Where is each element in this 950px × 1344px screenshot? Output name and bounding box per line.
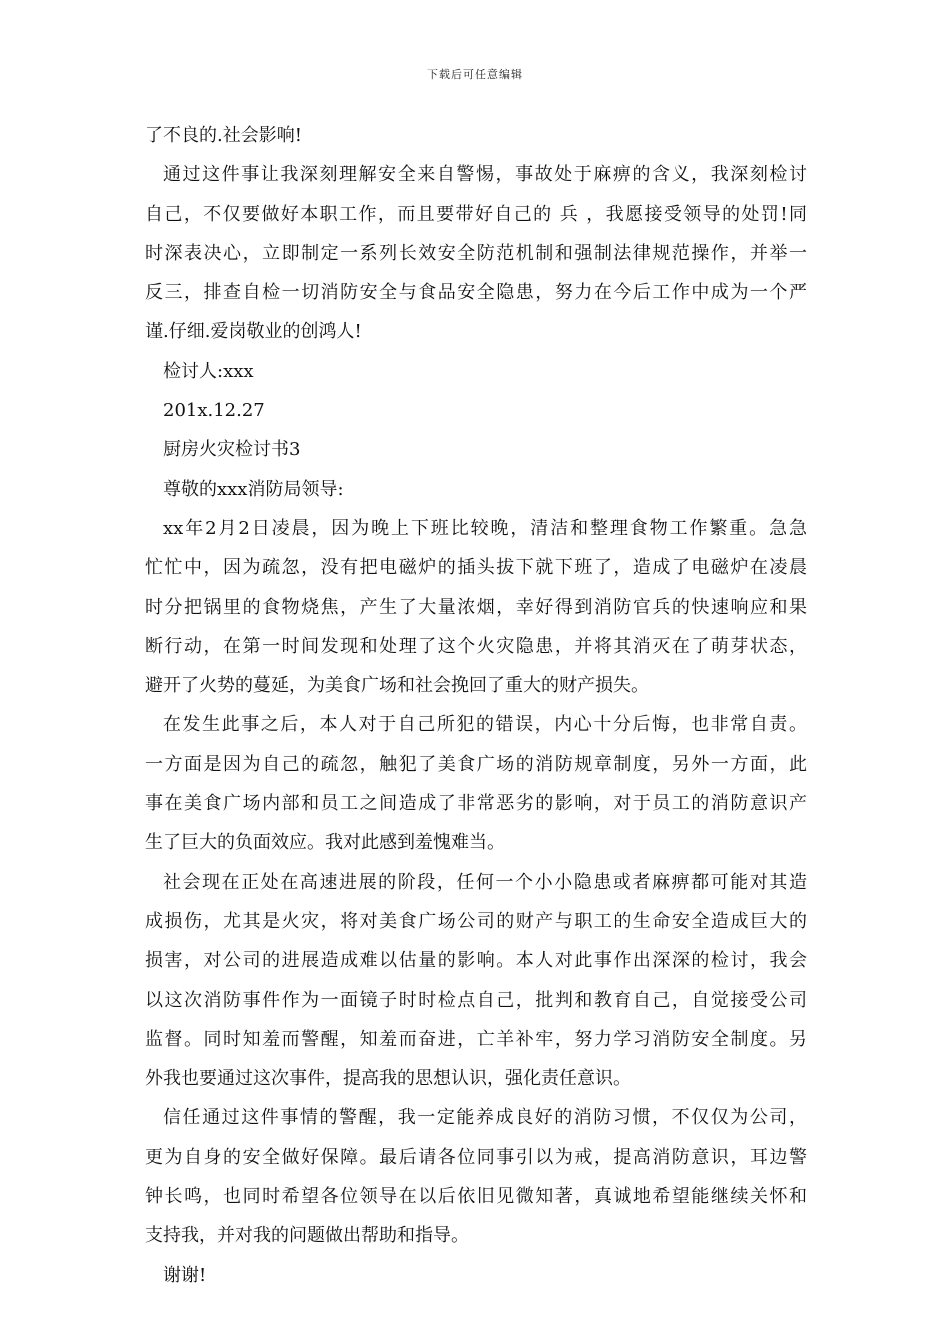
paragraph-line: 在发生此事之后，本人对于自己所犯的错误，内心十分后悔，也非常自责。 <box>163 714 807 736</box>
date-line: 201x.12.27 <box>163 400 265 422</box>
section-title: 厨房火灾检讨书3 <box>163 439 301 461</box>
text-line: 了不良的.社会影响! <box>145 125 302 146</box>
text-line: 监督。同时知羞而警醒，知羞而奋进，亡羊补牢，努力学习消防安全制度。另 <box>145 1028 807 1050</box>
text-line: 谨.仔细.爱岗敬业的创鸿人! <box>145 321 362 343</box>
signature-line: 检讨人:xxx <box>163 360 254 382</box>
text-line: 以这次消防事件作为一面镜子时时检点自己，批判和教育自己，自觉接受公司 <box>145 989 807 1011</box>
paragraph-line: 社会现在正处在高速进展的阶段，任何一个小小隐患或者麻痹都可能对其造 <box>163 871 807 893</box>
text-line: 成损伤，尤其是火灾，将对美食广场公司的财产与职工的生命安全造成巨大的 <box>145 910 807 932</box>
text-line: 断行动，在第一时间发现和处理了这个火灾隐患，并将其消灭在了萌芽状态， <box>145 635 807 657</box>
text-line: 一方面是因为自己的疏忽，触犯了美食广场的消防规章制度，另外一方面，此 <box>145 753 807 775</box>
text-line: 损害，对公司的进展造成难以估量的影响。本人对此事作出深深的检讨，我会 <box>145 950 807 972</box>
text-line: 更为自身的安全做好保障。最后请各位同事引以为戒，提高消防意识，耳边警 <box>145 1146 807 1168</box>
text-line: 外我也要通过这次事件，提高我的思想认识，强化责任意识。 <box>145 1068 631 1090</box>
closing-line: 谢谢! <box>163 1264 207 1286</box>
salutation: 尊敬的xxx消防局领导: <box>163 478 344 500</box>
document-body <box>145 116 807 1295</box>
paragraph-line: 信任通过这件事情的警醒，我一定能养成良好的消防习惯，不仅仅为公司， <box>163 1107 807 1129</box>
text-line: 时深表决心，立即制定一系列长效安全防范机制和强制法律规范操作，并举一 <box>145 242 807 264</box>
text-line: 钟长鸣，也同时希望各位领导在以后依旧见微知著，真诚地希望能继续关怀和 <box>145 1186 807 1208</box>
paragraph-line: 通过这件事让我深刻理解安全来自警惕，事故处于麻痹的含义，我深刻检讨 <box>163 164 807 186</box>
text-line: 反三，排查自检一切消防安全与食品安全隐患，努力在今后工作中成为一个严 <box>145 282 807 304</box>
text-line: 事在美食广场内部和员工之间造成了非常恶劣的影响，对于员工的消防意识产 <box>145 793 807 815</box>
text-line: 生了巨大的负面效应。我对此感到羞愧难当。 <box>145 832 505 854</box>
text-line: 避开了火势的蔓延，为美食广场和社会挽回了重大的财产损失。 <box>145 675 649 697</box>
text-line: 忙忙中，因为疏忽，没有把电磁炉的插头拔下就下班了，造成了电磁炉在凌晨 <box>145 557 807 579</box>
text-line: 支持我，并对我的问题做出帮助和指导。 <box>145 1225 469 1247</box>
text-line: 自己，不仅要做好本职工作，而且要带好自己的 兵 ，我愿接受领导的处罚!同 <box>145 203 807 225</box>
text-line: 时分把锅里的食物烧焦，产生了大量浓烟，幸好得到消防官兵的快速响应和果 <box>145 596 807 618</box>
paragraph-line: xx年2月2日凌晨，因为晚上下班比较晚，清洁和整理食物工作繁重。急急 <box>163 517 807 539</box>
page-header: 下载后可任意编辑 <box>427 68 523 81</box>
